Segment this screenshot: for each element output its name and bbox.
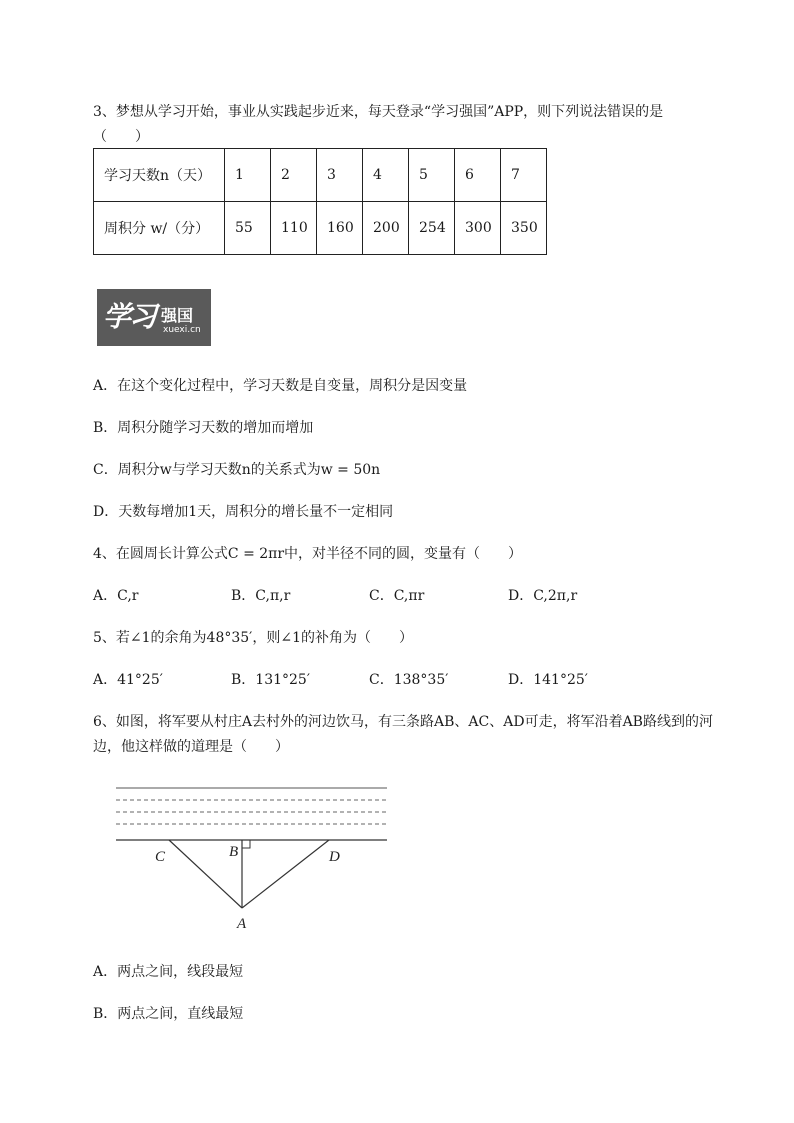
table-row-header: 学习天数n（天） <box>94 149 225 202</box>
table-cell: 200 <box>363 202 409 255</box>
table-cell: 2 <box>271 149 317 202</box>
table-cell: 300 <box>455 202 501 255</box>
q5-option-c[interactable]: C．138°35′ <box>369 672 449 688</box>
point-label-a: A <box>237 916 247 932</box>
table-cell: 55 <box>225 202 271 255</box>
logo-script: 学习 <box>103 300 156 333</box>
q4-option-d[interactable]: D．C,2π,r <box>508 588 578 604</box>
q4-stem: 4、在圆周长计算公式C = 2πr中，对半径不同的圆，变量有（ ） <box>93 546 523 562</box>
point-label-b: B <box>229 844 239 860</box>
xuexi-qiangguo-logo <box>97 289 211 346</box>
table-cell: 3 <box>317 149 363 202</box>
q3-option-c[interactable]: C．周积分w与学习天数n的关系式为w = 50n <box>93 462 381 478</box>
point-label-c: C <box>155 849 166 865</box>
q3-data-table <box>93 148 547 255</box>
table-cell: 254 <box>409 202 455 255</box>
q6-option-b[interactable]: B．两点之间，直线最短 <box>93 1006 244 1022</box>
logo-brand: 强国 <box>161 306 194 325</box>
q3-option-b[interactable]: B．周积分随学习天数的增加而增加 <box>93 420 314 436</box>
table-cell: 110 <box>271 202 317 255</box>
point-label-d: D <box>329 849 340 865</box>
q5-option-d[interactable]: D．141°25′ <box>508 672 588 688</box>
table-row <box>94 149 547 202</box>
river-figure <box>110 780 400 935</box>
table-cell: 6 <box>455 149 501 202</box>
table-cell: 350 <box>501 202 547 255</box>
q5-stem: 5、若∠1的余角为48°35′，则∠1的补角为（ ） <box>93 630 413 646</box>
table-cell: 5 <box>409 149 455 202</box>
q5-option-a[interactable]: A．41°25′ <box>93 672 163 688</box>
table-cell: 4 <box>363 149 409 202</box>
table-row <box>94 202 547 255</box>
q5-option-b[interactable]: B．131°25′ <box>231 672 311 688</box>
table-cell: 1 <box>225 149 271 202</box>
q3-option-a[interactable]: A．在这个变化过程中，学习天数是自变量，周积分是因变量 <box>93 378 468 394</box>
table-row-header: 周积分 w/（分） <box>94 202 225 255</box>
path-ad <box>242 840 329 908</box>
q4-option-b[interactable]: B．C,π,r <box>231 588 291 604</box>
right-angle-mark <box>242 840 250 848</box>
table-cell: 160 <box>317 202 363 255</box>
q6-stem-line2: 边，他这样做的道理是（ ） <box>93 739 289 755</box>
q3-stem-line1: 3、梦想从学习开始，事业从实践起步近来，每天登录“学习强国”APP，则下列说法错误的是 <box>93 104 664 120</box>
logo-site: xuexi.cn <box>163 325 201 335</box>
q4-option-c[interactable]: C．C,πr <box>369 588 425 604</box>
q3-stem-line2: （ ） <box>93 129 149 145</box>
q6-stem-line1: 6、如图，将军要从村庄A去村外的河边饮马，有三条路AB、AC、AD可走，将军沿着AB路线到的河 <box>93 714 713 730</box>
q6-option-a[interactable]: A．两点之间，线段最短 <box>93 964 244 980</box>
q3-option-d[interactable]: D．天数每增加1天，周积分的增长量不一定相同 <box>93 504 394 520</box>
q4-option-a[interactable]: A．C,r <box>93 588 139 604</box>
table-cell: 7 <box>501 149 547 202</box>
